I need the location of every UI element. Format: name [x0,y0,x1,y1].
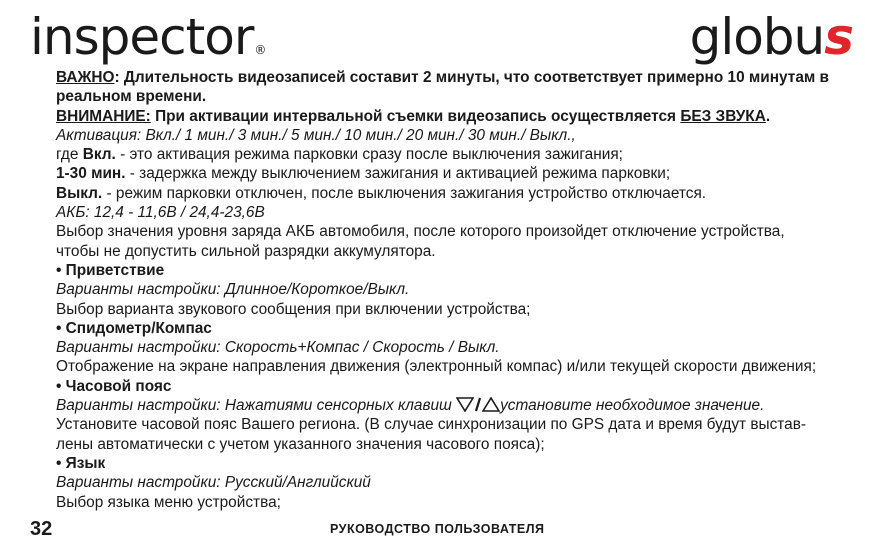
attention-label: ВНИМАНИЕ: [56,107,151,125]
page-number: 32 [30,518,53,540]
battery-options: АКБ: 12,4 - 11,6В / 24,4-23,6В [56,204,265,222]
off-text: - режим парковки отключен, после выключения зажигания устройство отключается. [102,184,707,202]
timezone-options [56,396,859,415]
language-options: Варианты настройки: Русский/Английский [56,474,371,492]
important-note-cont: реальном времени. [56,88,207,106]
language-desc: Выбор языка меню устройства; [56,493,281,511]
globus-logo [689,8,853,66]
attention-text: При активации интервальной съемки видеозапись осуществляется [150,107,681,125]
manual-content [56,68,859,512]
timezone-title: • Часовой пояс [56,377,859,396]
important-note [56,68,859,87]
timezone-desc-2: лены автоматически с учетом указанного значения часового пояса); [56,435,545,453]
speedometer-desc: Отображение на экране направления движения (электронный компас) и/или текущей скорости движения; [56,358,817,376]
registered-mark: ® [254,43,266,57]
no-sound-text: БЕЗ ЗВУКА [680,107,766,125]
battery-desc-2: чтобы не допустить сильной разрядки аккумулятора. [56,242,436,260]
battery-desc-1: Выбор значения уровня заряда АКБ автомобиля, после которого произойдет отключение устройства, [56,223,785,241]
brand-right-accent: s [824,8,853,66]
delay-label: 1-30 мин. [56,165,126,183]
footer-title: РУКОВОДСТВО ПОЛЬЗОВАТЕЛЯ [330,522,545,536]
triangle-up-icon [482,397,500,412]
timezone-options-pre: Варианты настройки: Нажатиями сенсорных клавиш [56,397,457,415]
slash-separator-icon [474,397,482,412]
greeting-title: • Приветствие [56,261,859,280]
brand-right-text: globu [689,8,825,66]
on-desc [56,145,859,164]
off-label: Выкл. [56,184,103,202]
attention-note [56,107,859,126]
triangle-down-icon [456,397,474,412]
language-title: • Язык [56,454,859,473]
activation-options: Активация: Вкл./ 1 мин./ 3 мин./ 5 мин./ 10 мин./ 20 мин./ 30 мин./ Выкл., [56,126,576,144]
inspector-logo [30,8,266,66]
delay-desc [56,164,859,183]
greeting-desc: Выбор варианта звукового сообщения при включении устройства; [56,300,531,318]
on-label: Вкл. [82,146,116,164]
greeting-options: Варианты настройки: Длинное/Короткое/Выкл. [56,281,410,299]
off-desc [56,184,859,203]
speedometer-options: Варианты настройки: Скорость+Компас / Скорость / Выкл. [56,339,500,357]
on-desc-pre: где [56,146,83,164]
important-label: ВАЖНО [56,69,115,86]
brand-left-text: inspector [30,8,254,66]
timezone-desc-1: Установите часовой пояс Вашего региона. (В случае синхронизации по GPS дата и время будут выстав- [56,416,807,434]
important-text: : Длительность видеозаписей составит 2 минуты, что соответствует примерно 10 минутам в [114,69,830,86]
timezone-options-post: установите необходимое значение. [500,397,765,415]
speedometer-title: • Спидометр/Компас [56,319,859,338]
attention-end: . [765,107,771,125]
delay-text: - задержка между выключением зажигания и активацией режима парковки; [125,165,671,183]
on-text: - это активация режима парковки сразу после выключения зажигания; [115,146,623,164]
